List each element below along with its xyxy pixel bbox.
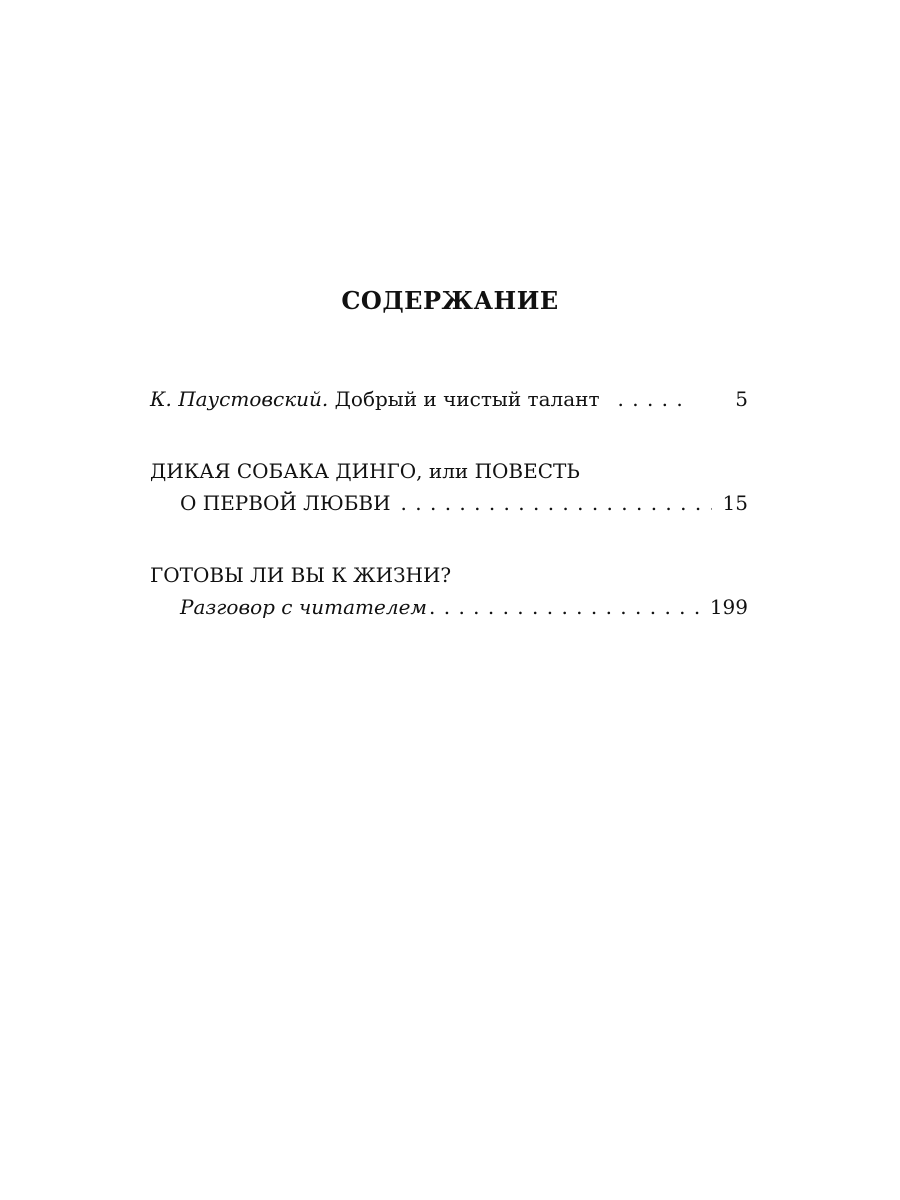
page-title: СОДЕРЖАНИЕ (341, 286, 559, 315)
table-of-contents (150, 383, 748, 663)
toc-page-number: 15 (722, 491, 748, 515)
toc-author: К. Паустовский. (150, 387, 329, 411)
toc-line (150, 487, 748, 519)
toc-title: ДИКАЯ СОБАКА ДИНГО, или ПОВЕСТЬ (150, 459, 580, 483)
dot-leader (618, 383, 688, 415)
toc-page-number: 5 (735, 387, 748, 411)
dot-leader (401, 487, 712, 519)
dot-leader (429, 591, 704, 623)
toc-title: ГОТОВЫ ЛИ ВЫ К ЖИЗНИ? (150, 563, 452, 587)
toc-entry (150, 383, 748, 415)
toc-entry (150, 559, 748, 623)
toc-line (150, 559, 748, 591)
toc-line (150, 455, 748, 487)
toc-entry (150, 455, 748, 519)
toc-title: Добрый и чистый талант (334, 387, 600, 411)
toc-title-continuation: О ПЕРВОЙ ЛЮБВИ (180, 491, 391, 515)
toc-line (150, 383, 748, 415)
toc-subtitle: Разговор с читателем (180, 595, 428, 619)
toc-line (150, 591, 748, 623)
toc-page-number: 199 (709, 595, 748, 619)
